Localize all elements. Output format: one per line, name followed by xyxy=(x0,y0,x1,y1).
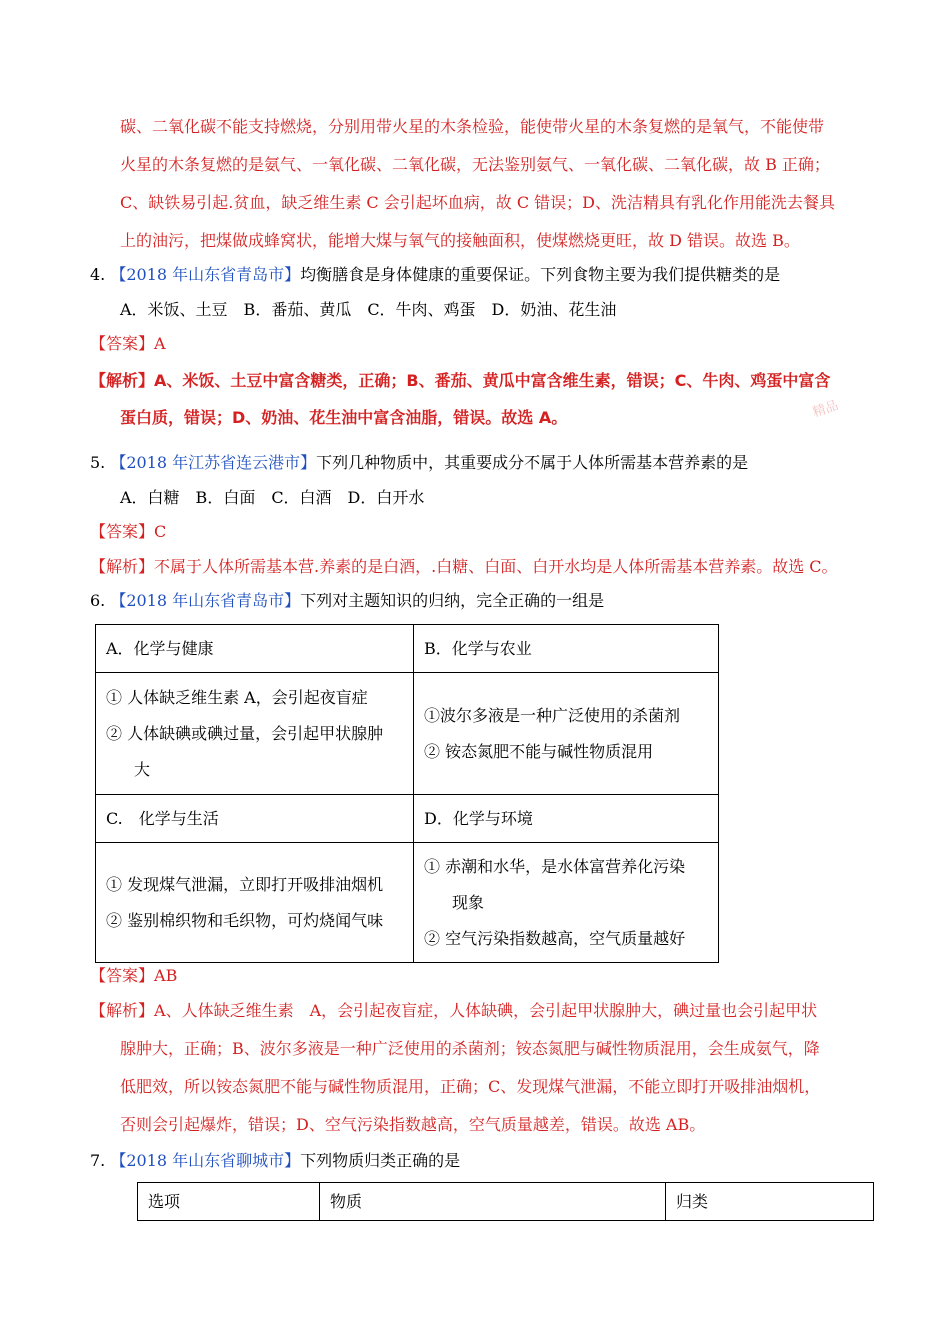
question-4-answer xyxy=(90,333,166,355)
cell-line: ② 鉴别棉织物和毛织物，可灼烧闻气味 xyxy=(106,910,384,930)
cell-line: ② 人体缺碘或碘过量，会引起甲状腺肿 xyxy=(106,723,384,743)
prev-analysis-line-2: 火星的木条复燃的是氨气、一氧化碳、二氧化碳，无法鉴别氨气、一氧化碳、二氧化碳，故 B 正确； xyxy=(120,155,830,174)
question-text: 下列物质归类正确的是 xyxy=(300,1151,461,1170)
answer-value: A xyxy=(154,334,166,353)
watermark: 精品 xyxy=(810,398,841,421)
question-source: 【2018 年山东省青岛市】 xyxy=(110,591,301,610)
question-5-answer xyxy=(90,521,166,543)
cell-line: ① 赤潮和水华，是水体富营养化污染 xyxy=(424,856,686,876)
cell-line: ② 空气污染指数越高，空气质量越好 xyxy=(424,928,686,948)
question-text: 下列对主题知识的归纳，完全正确的一组是 xyxy=(300,591,605,610)
analysis-text: A、米饭、土豆中富含糖类，正确；B、番茄、黄瓜中富含维生素，错误；C、牛肉、鸡蛋中富含 xyxy=(154,371,831,390)
question-4-options: A．米饭、土豆 B．番茄、黄瓜 C．牛肉、鸡蛋 D．奶油、花生油 xyxy=(120,300,617,319)
table-cell-d-items xyxy=(414,843,719,963)
question-source: 【2018 年江苏省连云港市】 xyxy=(110,453,317,472)
cell-line: ① 人体缺乏维生素 A，会引起夜盲症 xyxy=(106,687,368,707)
question-6-table xyxy=(95,624,719,963)
table-cell-a-title: A．化学与健康 xyxy=(96,625,414,673)
answer-label: 【答案】 xyxy=(90,522,155,541)
table-header-option: 选项 xyxy=(138,1183,320,1221)
question-4-analysis-line-2: 蛋白质，错误；D、奶油、花生油中富含油脂，错误。故选 A。 xyxy=(120,408,568,427)
table-header-substance: 物质 xyxy=(320,1183,666,1221)
table-cell-a-items xyxy=(96,673,414,795)
question-5-options: A．白糖 B．白面 C．白酒 D．白开水 xyxy=(120,488,425,507)
question-4-analysis-line-1 xyxy=(90,370,830,392)
table-cell-d-title: D．化学与环境 xyxy=(414,795,719,843)
prev-analysis-line-1: 碳、二氧化碳不能支持燃烧，分别用带火星的木条检验，能使带火星的木条复燃的是氧气，不能使带 xyxy=(120,117,825,136)
question-6-stem xyxy=(90,590,604,612)
analysis-text: A、人体缺乏维生素 A，会引起夜盲症，人体缺碘，会引起甲状腺肿大，碘过量也会引起甲状 xyxy=(154,1001,818,1020)
table-cell-c-items xyxy=(96,843,414,963)
question-4-stem xyxy=(90,264,780,286)
answer-label: 【答案】 xyxy=(90,966,155,985)
table-cell-b-title: B．化学与农业 xyxy=(414,625,719,673)
question-6-analysis-line-3: 低肥效，所以铵态氮肥不能与碱性物质混用，正确；C、发现煤气泄漏，不能立即打开吸排油烟机， xyxy=(120,1077,821,1096)
cell-line: ① 发现煤气泄漏，立即打开吸排油烟机 xyxy=(106,874,384,894)
analysis-label: 【解析】 xyxy=(90,557,155,576)
question-5-stem xyxy=(90,452,748,474)
table-cell-b-items xyxy=(414,673,719,795)
question-6-analysis-line-2: 腺肿大，正确；B、波尔多液是一种广泛使用的杀菌剂；铵态氮肥与碱性物质混用，会生成氨气，降 xyxy=(120,1039,820,1058)
table-cell-c-title: C. 化学与生活 xyxy=(96,795,414,843)
analysis-label: 【解析】 xyxy=(90,371,155,390)
analysis-text: 不属于人体所需基本营.养素的是白酒，.白糖、白面、白开水均是人体所需基本营养素。故选 C。 xyxy=(154,557,838,576)
question-6-analysis-line-1 xyxy=(90,1000,817,1022)
cell-line: 大 xyxy=(134,759,151,779)
answer-label: 【答案】 xyxy=(90,334,155,353)
question-7-table xyxy=(137,1182,874,1221)
answer-value: C xyxy=(154,522,167,541)
prev-analysis-line-4: 上的油污，把煤做成蜂窝状，能增大煤与氧气的接触面积，使煤燃烧更旺，故 D 错误。故选 B。 xyxy=(120,231,800,250)
table-header-category: 归类 xyxy=(666,1183,874,1221)
prev-analysis-line-3: C、缺铁易引起.贫血，缺乏维生素 C 会引起坏血病，故 C 错误；D、洗洁精具有乳化作用能洗去餐具 xyxy=(120,193,835,212)
cell-line: 现象 xyxy=(452,892,485,912)
question-text: 下列几种物质中，其重要成分不属于人体所需基本营养素的是 xyxy=(316,453,749,472)
question-source: 【2018 年山东省青岛市】 xyxy=(110,265,301,284)
cell-line: ①波尔多液是一种广泛使用的杀菌剂 xyxy=(424,705,681,725)
question-6-analysis-line-4: 否则会引起爆炸，错误；D、空气污染指数越高，空气质量越差，错误。故选 AB。 xyxy=(120,1115,706,1134)
cell-line: ② 铵态氮肥不能与碱性物质混用 xyxy=(424,741,654,761)
question-5-analysis xyxy=(90,556,838,578)
question-source: 【2018 年山东省聊城市】 xyxy=(110,1151,301,1170)
question-number: 6. xyxy=(90,591,106,610)
question-6-answer xyxy=(90,965,177,987)
question-number: 5. xyxy=(90,453,106,472)
question-number: 7. xyxy=(90,1151,106,1170)
question-7-stem xyxy=(90,1150,460,1172)
question-number: 4. xyxy=(90,265,106,284)
analysis-label: 【解析】 xyxy=(90,1001,155,1020)
answer-value: AB xyxy=(154,966,178,985)
question-text: 均衡膳食是身体健康的重要保证。下列食物主要为我们提供糖类的是 xyxy=(300,265,781,284)
